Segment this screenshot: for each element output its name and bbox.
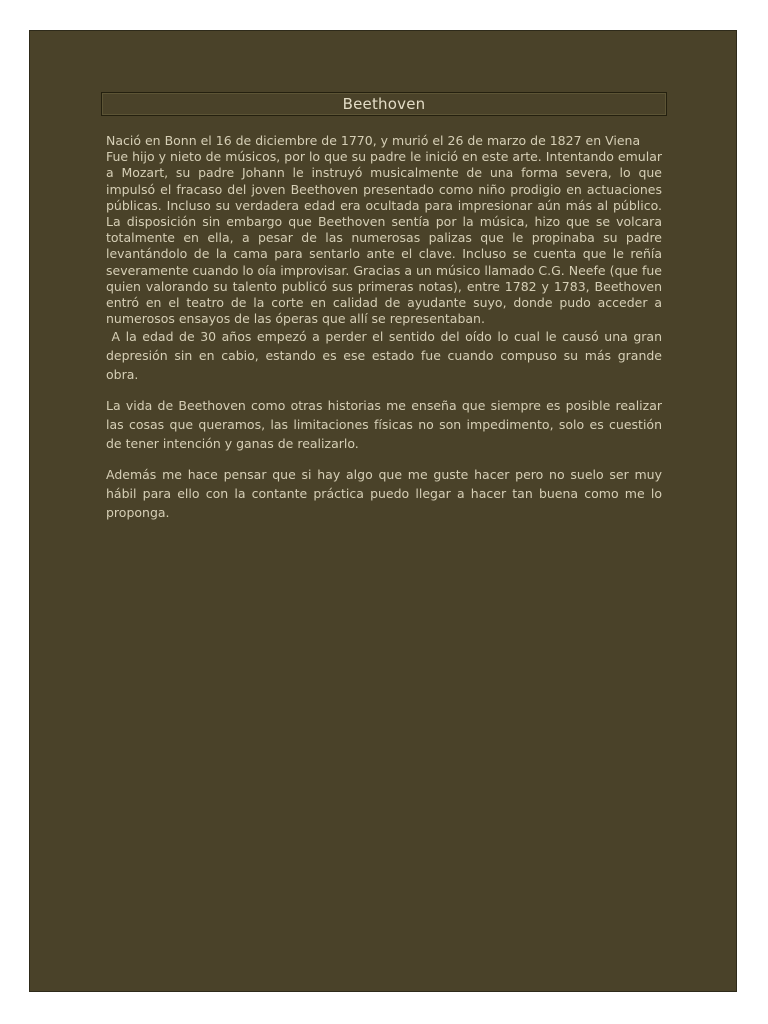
paragraph-deafness: A la edad de 30 años empezó a perder el sentido del oído lo cual le causó una gran depresión sin en cabio, estando es ese estado fue cuando compuso su más grande obra. [106, 329, 666, 383]
intro-block [106, 133, 662, 327]
paragraph-personal: Además me hace pensar que si hay algo que me guste hacer pero no suelo ser muy hábil para ello con la contante práctica puedo llegar a hacer tan buena como me lo proponga. [106, 467, 662, 521]
page-title: Beethoven [342, 95, 426, 113]
document-body [106, 133, 666, 534]
paragraph-reflection: La vida de Beethoven como otras historias me enseña que siempre es posible realizar las cosas que queramos, las limitaciones físicas no son impedimento, solo es cuestión de tener intención y ganas de realizarlo. [106, 398, 662, 452]
document-page [29, 30, 737, 992]
paragraph-childhood: Fue hijo y nieto de músicos, por lo que su padre le inició en este arte. Intentando emular a Mozart, su padre Johann le instruyó musicalmente de una forma severa, lo que impulsó el fracaso del joven Beethoven presentado como niño prodigio en actuaciones públicas. Incluso su verdadera edad era ocultada para impresionar aún más al público. La disposición sin embargo que Beethoven sentía por la música, hizo que se volcara totalmente en ella, a pesar de las numerosas palizas que le propinaba su padre levantándolo de la cama para sentarlo ante el clave. Incluso se cuenta que le reñía severamente cuando lo oía improvisar. Gracias a un músico llamado C.G. Neefe (que fue quien valorando su talento publicó sus primeras notas), entre 1782 y 1783, Beethoven entró en el teatro de la corte en calidad de ayudante suyo, donde pudo acceder a numerosos ensayos de las óperas que allí se representaban. [106, 149, 662, 327]
paragraph-birth: Nació en Bonn el 16 de diciembre de 1770, y murió el 26 de marzo de 1827 en Viena [106, 133, 641, 148]
title-box [101, 92, 667, 116]
